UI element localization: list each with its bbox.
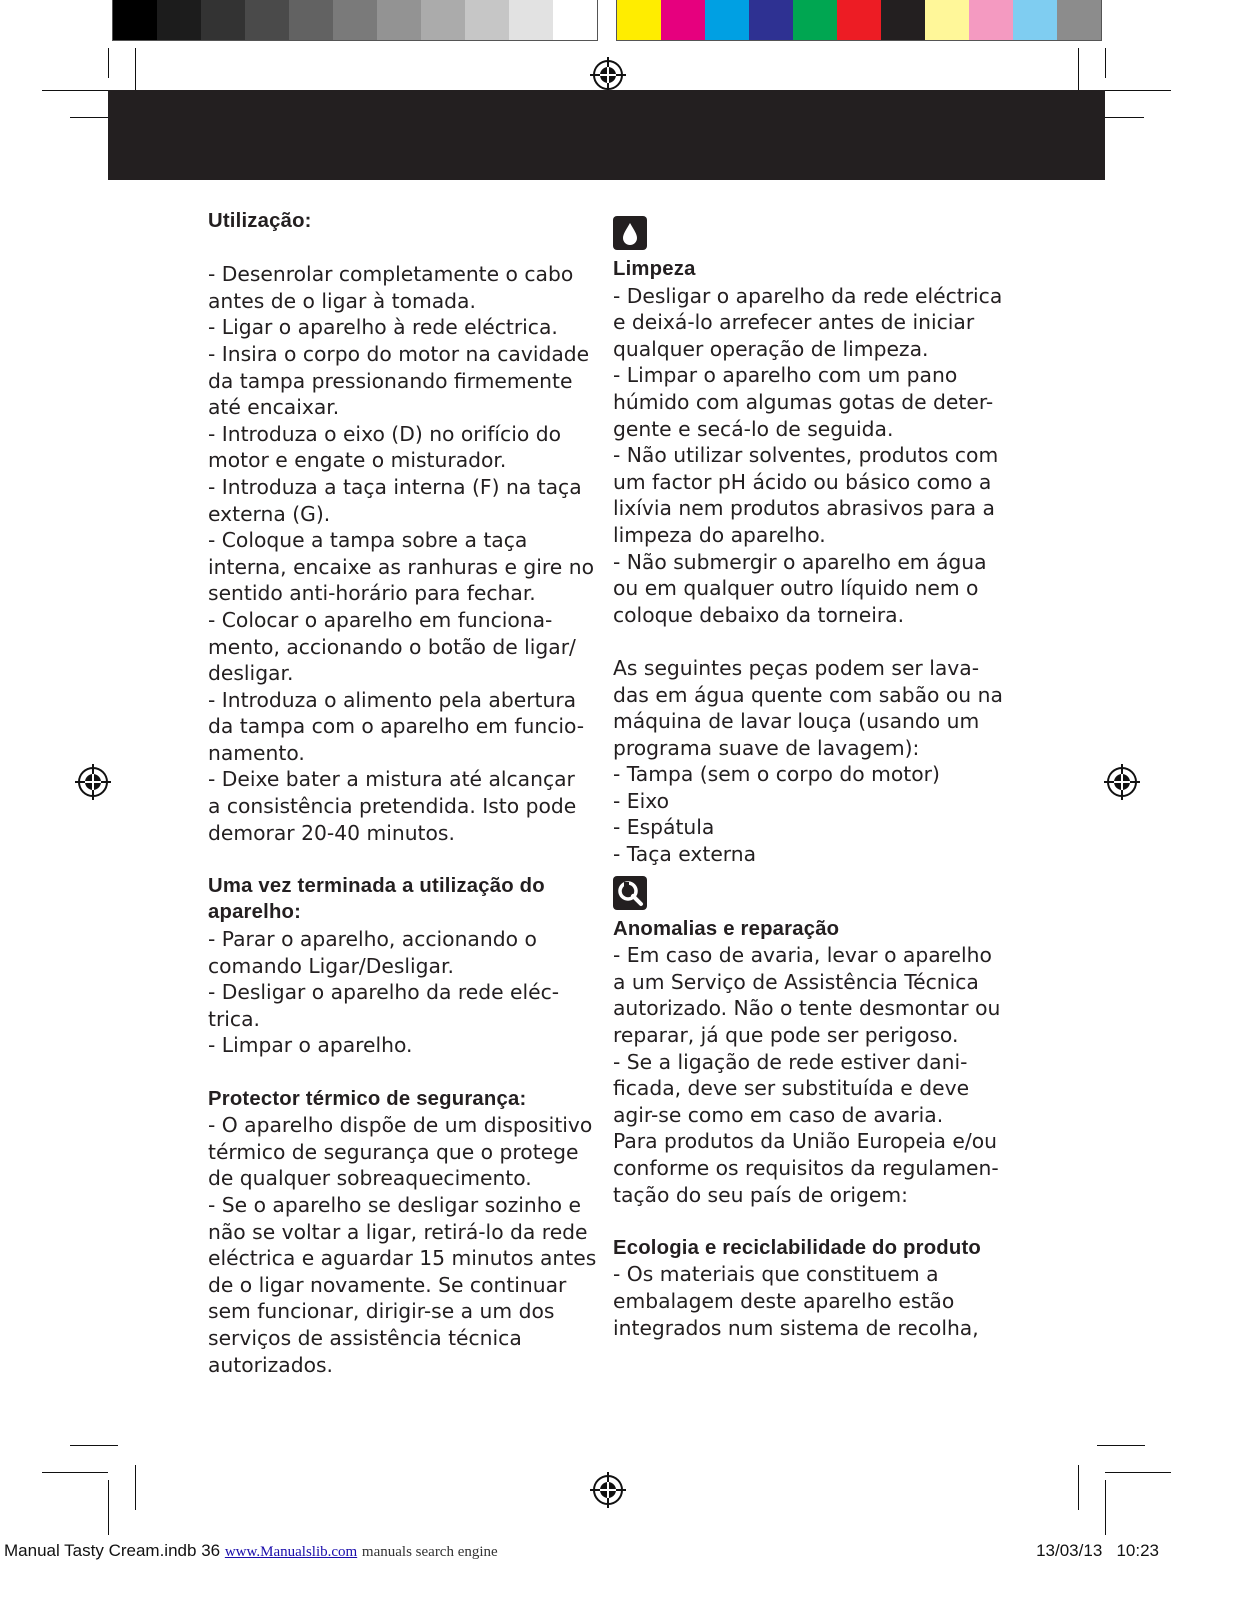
text-line: limpeza do aparelho.	[613, 522, 826, 547]
text-line: - Não submergir o aparelho em água	[613, 549, 987, 574]
text-line: - Colocar o aparelho em funciona-	[208, 607, 553, 632]
paragraph-gap	[613, 1208, 988, 1235]
download-suffix: manuals search engine	[361, 1544, 498, 1560]
text-line: - Introduza o alimento pela abertura	[208, 687, 577, 712]
color-swatch	[377, 0, 421, 40]
text-line: - Limpar o aparelho com um pano	[613, 363, 958, 388]
text-line: namento.	[208, 740, 305, 765]
crop-mark	[42, 1472, 108, 1473]
header-band	[108, 90, 1105, 180]
text-line: húmido com algumas gotas de deter-	[613, 389, 994, 414]
crop-mark	[70, 1445, 118, 1446]
color-swatch	[661, 0, 705, 40]
section-heading: Utilização:	[208, 210, 312, 232]
text-line: reparar, já que pode ser perigoso.	[613, 1023, 959, 1048]
color-calibration-bar	[616, 0, 1102, 41]
crop-mark	[1105, 1472, 1171, 1473]
text-line: - Desenrolar completamente o cabo	[208, 262, 574, 287]
text-line: autorizado. Não o tente desmontar ou	[613, 996, 1001, 1021]
left-column	[208, 208, 597, 1378]
text-line: - Coloque a tampa sobre a taça	[208, 528, 528, 553]
text-line: - Taça externa	[613, 842, 757, 867]
text-line: interna, encaixe as ranhuras e gire no	[208, 554, 594, 579]
crop-mark	[108, 48, 109, 78]
text-line: antes de o ligar à tomada.	[208, 288, 476, 313]
registration-mark-icon	[1104, 764, 1140, 800]
text-line: térmico de segurança que o protege	[208, 1139, 579, 1164]
color-swatch	[465, 0, 509, 40]
text-line: - Em caso de avaria, levar o aparelho	[613, 943, 992, 968]
text-line: - Ligar o aparelho à rede eléctrica.	[208, 315, 558, 340]
file-label: Manual Tasty Cream.indb	[4, 1541, 197, 1560]
text-line: externa (G).	[208, 501, 331, 526]
text-line: - O aparelho dispõe de um dispositivo	[208, 1113, 593, 1138]
text-line: Para produtos da União Europeia e/ou	[613, 1129, 998, 1154]
text-line: demorar 20-40 minutos.	[208, 820, 455, 845]
crop-mark	[42, 90, 108, 91]
text-line: coloque debaixo da torneira.	[613, 602, 905, 627]
text-line: - Introduza o eixo (D) no orifício do	[208, 421, 561, 446]
text-line: integrados num sistema de recolha,	[613, 1315, 979, 1340]
registration-mark-icon	[75, 764, 111, 800]
color-swatch	[837, 0, 881, 40]
text-line: ou em qualquer outro líquido nem o	[613, 576, 979, 601]
text-line: e deixá-lo arrefecer antes de iniciar	[613, 310, 975, 335]
text-line: serviços de assistência técnica	[208, 1325, 522, 1350]
text-line: programa suave de lavagem):	[613, 735, 920, 760]
text-line: As seguintes peças podem ser lava-	[613, 655, 980, 680]
color-swatch	[201, 0, 245, 40]
color-swatch	[1057, 0, 1101, 40]
color-swatch	[705, 0, 749, 40]
text-line: - Introduza a taça interna (F) na taça	[208, 474, 582, 499]
text-line: qualquer operação de limpeza.	[613, 336, 929, 361]
grayscale-calibration-bar	[112, 0, 598, 41]
wrench-icon	[613, 876, 647, 910]
text-line: trica.	[208, 1006, 260, 1031]
download-link[interactable]: www.Manualslib.com	[224, 1544, 358, 1560]
text-line: - Eixo	[613, 788, 670, 813]
crop-mark	[1078, 1465, 1079, 1510]
text-line: - Espátula	[613, 815, 715, 840]
text-line: a consistência pretendida. Isto pode	[208, 794, 577, 819]
paragraph-gap	[613, 628, 988, 655]
text-line: de qualquer sobreaquecimento.	[208, 1166, 532, 1191]
registration-mark-icon	[590, 1472, 626, 1508]
section-heading: Ecologia e reciclabilidade do produto	[613, 1236, 982, 1259]
crop-mark	[135, 1465, 136, 1510]
color-swatch	[617, 0, 661, 40]
text-line: autorizados.	[208, 1352, 333, 1377]
text-line: desligar.	[208, 661, 294, 686]
registration-mark-icon	[590, 57, 626, 93]
text-line: não se voltar a ligar, retirá-lo da rede	[208, 1219, 588, 1244]
crop-mark	[1105, 1480, 1106, 1535]
text-line: - Deixe bater a mistura até alcançar	[208, 767, 575, 792]
text-line: gente e secá-lo de seguida.	[613, 416, 894, 441]
paragraph-gap	[208, 846, 583, 873]
text-line: da tampa pressionando firmemente	[208, 368, 573, 393]
text-line: motor e engate o misturador.	[208, 448, 507, 473]
text-line: a um Serviço de Assistência Técnica	[613, 969, 979, 994]
color-swatch	[881, 0, 925, 40]
text-line: lixívia nem produtos abrasivos para a	[613, 496, 995, 521]
text-line: da tampa com o aparelho em funcio-	[208, 714, 585, 739]
text-line: - Não utilizar solventes, produtos com	[613, 443, 999, 468]
drop-icon	[613, 216, 647, 250]
text-line: um factor pH ácido ou básico como a	[613, 469, 992, 494]
color-swatch	[1013, 0, 1057, 40]
color-swatch	[749, 0, 793, 40]
right-column	[613, 208, 1003, 1341]
section-heading: Protector térmico de segurança:	[208, 1087, 527, 1110]
color-swatch	[421, 0, 465, 40]
text-line: tação do seu país de origem:	[613, 1182, 908, 1207]
footer-timestamp	[1036, 1541, 1159, 1561]
section-heading: Anomalias e reparação	[613, 917, 840, 940]
text-line: comando Ligar/Desligar.	[208, 953, 454, 978]
color-swatch	[553, 0, 597, 40]
text-line: das em água quente com sabão ou na	[613, 682, 1003, 707]
print-date: 13/03/13	[1036, 1541, 1103, 1560]
color-swatch	[925, 0, 969, 40]
paragraph-gap	[208, 235, 583, 262]
text-line: - Insira o corpo do motor na cavidade	[208, 341, 590, 366]
text-line: conforme os requisitos da regulamen-	[613, 1156, 999, 1180]
text-line: - Desligar o aparelho da rede eléc-	[208, 980, 560, 1005]
text-line: - Tampa (sem o corpo do motor)	[613, 762, 940, 787]
color-swatch	[333, 0, 377, 40]
text-line: ficada, deve ser substituída e deve	[613, 1076, 970, 1101]
text-line: - Desligar o aparelho da rede eléctrica	[613, 283, 1003, 308]
color-swatch	[157, 0, 201, 40]
section-heading: aparelho:	[208, 901, 302, 924]
footer-slug	[4, 1541, 498, 1561]
print-time: 10:23	[1116, 1541, 1159, 1560]
text-line: mento, accionando o botão de ligar/	[208, 634, 576, 659]
crop-mark	[1105, 48, 1106, 78]
text-line: - Se a ligação de rede estiver dani-	[613, 1049, 968, 1074]
crop-mark	[108, 1480, 109, 1535]
section-heading: Limpeza	[613, 258, 696, 280]
color-swatch	[245, 0, 289, 40]
paragraph-gap	[208, 1059, 583, 1086]
color-swatch	[793, 0, 837, 40]
text-line: eléctrica e aguardar 15 minutos antes	[208, 1246, 597, 1271]
text-line: até encaixar.	[208, 395, 340, 420]
text-line: sentido anti-horário para fechar.	[208, 581, 536, 606]
text-line: - Parar o aparelho, accionando o	[208, 927, 537, 952]
text-line: - Os materiais que constituem a	[613, 1262, 939, 1287]
crop-mark	[1105, 90, 1171, 91]
crop-mark	[1097, 1445, 1145, 1446]
text-line: embalagem deste aparelho estão	[613, 1288, 955, 1313]
text-line: - Limpar o aparelho.	[208, 1033, 413, 1058]
color-swatch	[509, 0, 553, 40]
text-line: sem funcionar, dirigir-se a um dos	[208, 1299, 555, 1324]
page-number: 36	[201, 1541, 221, 1560]
text-line: de o ligar novamente. Se continuar	[208, 1272, 567, 1297]
color-swatch	[289, 0, 333, 40]
text-line: agir-se como em caso de avaria.	[613, 1102, 944, 1127]
color-swatch	[113, 0, 157, 40]
text-line: - Se o aparelho se desligar sozinho e	[208, 1192, 581, 1217]
section-heading: Uma vez terminada a utilização do	[208, 874, 545, 897]
text-line: máquina de lavar louça (usando um	[613, 709, 980, 734]
color-swatch	[969, 0, 1013, 40]
